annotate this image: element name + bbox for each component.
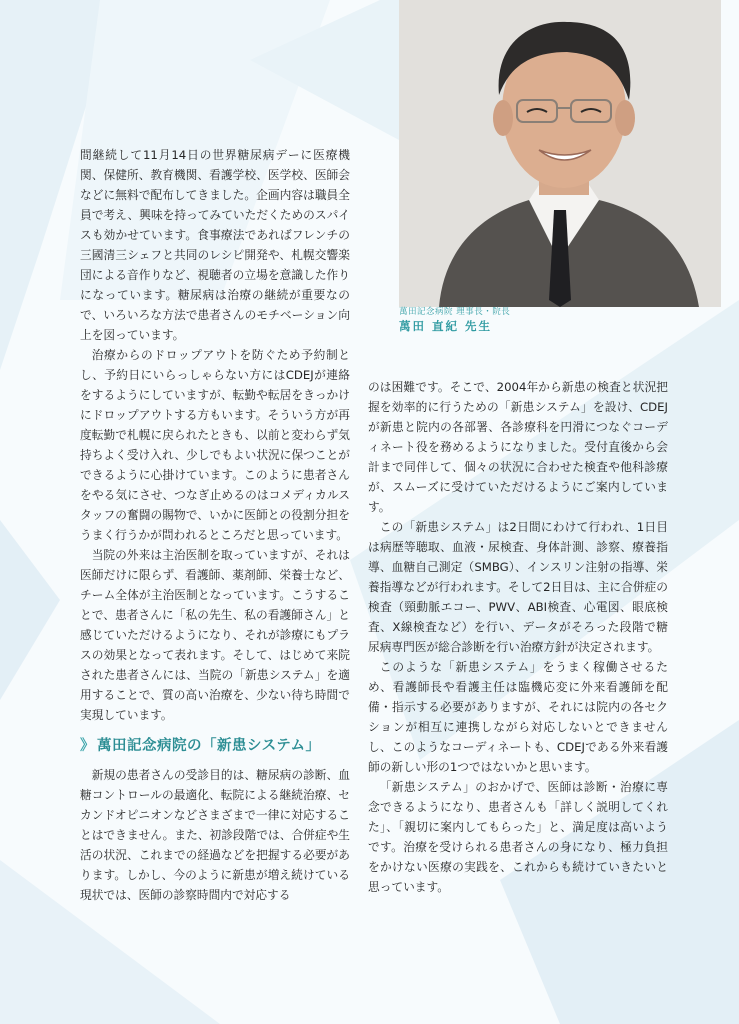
section-heading-text: 萬田記念病院の「新患システム」: [97, 738, 321, 754]
portrait-photo: [399, 0, 721, 307]
left-paragraph-3: 当院の外来は主治医制を取っていますが、それは医師だけに限らず、看護師、薬剤師、栄養士など、チーム全体が主治医制となっています。こうすることで、患者さんに「私の先生、私の看護師さん」と感じていただけるようになり、それが診療にもプラスの効果となって表れます。そして、はじめて来院された患者さんには、当院の「新患システム」を適用することで、質の高い治療を、少ない待ち時間で実現しています。: [80, 548, 350, 722]
right-paragraph-1: のは困難です。そこで、2004年から新患の検査と状況把握を効率的に行うための「新患システム」を設け、CDEJが新患と院内の各部署、各診療科を円滑につなぐコーディネート役を務めるようになりました。受付直後から会計まで同伴して、個々の状況に合わせた検査や他科診療が、スムーズに受けていただけるようにご案内しています。: [368, 380, 668, 514]
right-paragraph-2: この「新患システム」は2日間にわけて行われ、1日目は病歴等聴取、血液・尿検査、身体計測、診察、療養指導、血糖自己測定（SMBG）、インスリン注射の指導、栄養指導などが行われます。そして2日目は、主に合併症の検査（頸動脈エコー、PWV、ABI検査、心電図、眼底検査、X線検査など）を行い、データがそろった段階で糖尿病専門医が総合診断を行い治療方針が決定されます。: [368, 520, 668, 654]
right-paragraph-4: 「新患システム」のおかげで、医師は診断・治療に専念できるようになり、患者さんも「詳しく説明してくれた」、「親切に案内してもらった」と、満足度は高いようです。治療を受けられる患者さんの身になり、極力負担をかけない医療の実践を、これからも続けていきたいと思っています。: [368, 780, 668, 894]
right-column: [368, 377, 668, 897]
caption-name: 萬田 直紀 先生: [399, 319, 493, 333]
left-paragraph-1: 間継続して11月14日の世界糖尿病デーに医療機関、保健所、教育機関、看護学校、医学校、医師会などに無料で配布してきました。企画内容は職員全員で考え、興味を持ってみていただくためのスパイスも効かせています。食事療法であればフレンチの三國清三シェフと共同のレシピ開発や、札幌交響楽団による音作りなど、視聴者の立場を意識した作りになっています。糖尿病は治療の継続が重要なので、いろいろな方法で患者さんのモチベーション向上を図っています。: [80, 148, 350, 342]
heading-chevron-icon: 》: [80, 738, 95, 754]
section-heading: [80, 735, 350, 757]
caption-role: 萬田記念病院 理事長・院長: [399, 307, 511, 317]
portrait-illustration: [399, 0, 721, 307]
left-paragraph-4: 新規の患者さんの受診目的は、糖尿病の診断、血糖コントロールの最適化、転院による継続治療、セカンドオピニオンなどさまざまで一律に対応することはできません。また、初診段階では、合併症や生活の状況、これまでの経過などを把握する必要があります。しかし、今のように新患が増え続けている現状では、医師の診察時間内で対応する: [80, 768, 350, 902]
left-paragraph-2: 治療からのドロップアウトを防ぐため予約制とし、予約日にいらっしゃらない方にはCDEJが連絡をするようにしていますが、転勤や転居をきっかけにドロップアウトする方もいます。そういう方が再度転勤で札幌に戻られたときも、以前と変わらず気持ちよく受け入れ、少しでもよい状況に保つことができるように心掛けています。このように患者さんをやる気にさせ、つなぎ止めるのはコメディカルスタッフの奮闘の賜物で、いかに医師との役割分担をうまく行うかが問われるところだと思っています。: [80, 348, 350, 542]
photo-caption: [399, 305, 719, 334]
left-column: [80, 145, 350, 905]
right-paragraph-3: このような「新患システム」をうまく稼働させるため、看護師長や看護主任は臨機応変に外来看護師を配備・指示する必要がありますが、それには院内の各セクションが相互に連携しながら対応しないとできませんし、このようなコーディネートも、CDEJである外来看護師の新しい形の1つではないかと思います。: [368, 660, 668, 774]
